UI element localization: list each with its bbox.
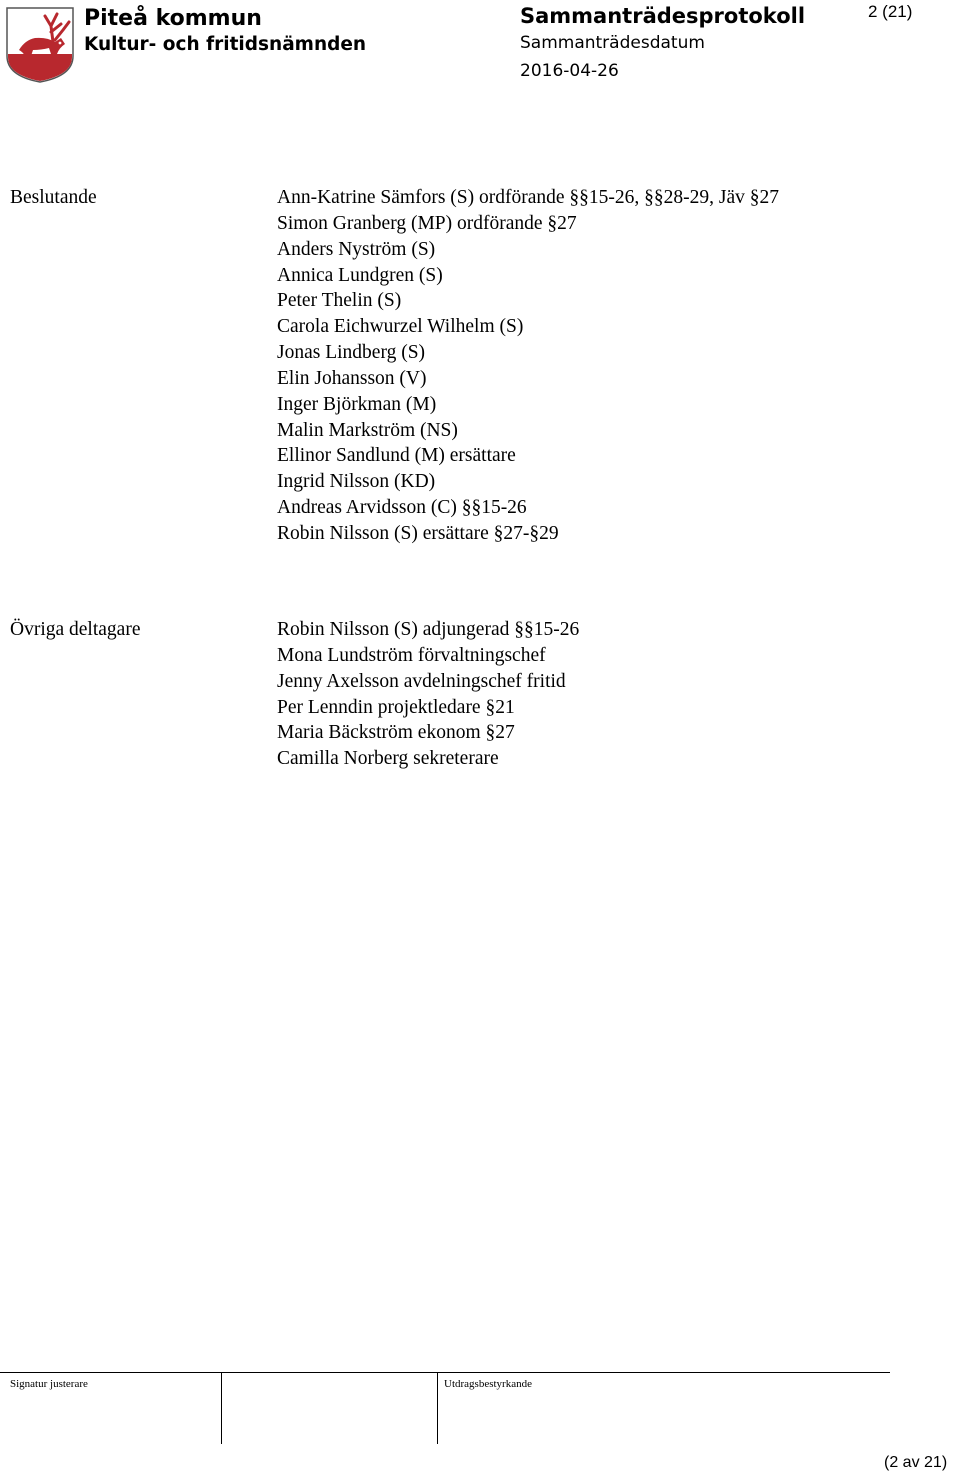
beslutande-member: Annica Lundgren (S) — [277, 264, 443, 286]
signature-divider — [0, 1372, 890, 1373]
beslutande-member: Malin Markström (NS) — [277, 419, 458, 441]
ovriga-deltagare-list — [277, 617, 579, 772]
beslutande-list — [277, 185, 779, 547]
meeting-date: 2016-04-26 — [520, 61, 619, 81]
ovriga-member: Jenny Axelsson avdelningschef fritid — [277, 670, 566, 692]
beslutande-member: Inger Björkman (M) — [277, 393, 437, 415]
ovriga-member: Robin Nilsson (S) adjungerad §§15-26 — [277, 619, 580, 640]
beslutande-label: Beslutande — [10, 187, 97, 208]
beslutande-member: Simon Granberg (MP) ordförande §27 — [277, 212, 577, 234]
signature-column-divider — [221, 1372, 222, 1444]
beslutande-member: Elin Johansson (V) — [277, 367, 427, 389]
org-unit: Kultur- och fritidsnämnden — [84, 34, 367, 55]
ovriga-deltagare-label: Övriga deltagare — [10, 619, 141, 640]
ovriga-member: Camilla Norberg sekreterare — [277, 748, 499, 770]
meeting-date-label: Sammanträdesdatum — [520, 33, 705, 53]
organization-header — [84, 6, 366, 58]
signatur-justerare-label: Signatur justerare — [10, 1378, 88, 1390]
signature-column-divider — [437, 1372, 438, 1444]
beslutande-member: Peter Thelin (S) — [277, 290, 402, 312]
beslutande-member: Robin Nilsson (S) ersättare §27-§29 — [277, 522, 559, 544]
beslutande-member: Jonas Lindberg (S) — [277, 342, 426, 364]
ovriga-member: Maria Bäckström ekonom §27 — [277, 722, 515, 744]
utdragsbestyrkande-label: Utdragsbestyrkande — [444, 1378, 532, 1390]
document-title: Sammanträdesprotokoll — [520, 4, 806, 28]
footer-page-number: (2 av 21) — [884, 1454, 948, 1471]
ovriga-member: Mona Lundström förvaltningschef — [277, 644, 546, 666]
ovriga-member: Per Lenndin projektledare §21 — [277, 696, 515, 718]
beslutande-member: Andreas Arvidsson (C) §§15-26 — [277, 497, 527, 519]
municipality-shield-logo — [5, 4, 75, 84]
beslutande-member: Ann-Katrine Sämfors (S) ordförande §§15-26, §§28-29, Jäv §27 — [277, 187, 780, 208]
beslutande-member: Ellinor Sandlund (M) ersättare — [277, 445, 516, 467]
org-name: Piteå kommun — [84, 6, 262, 31]
beslutande-member: Carola Eichwurzel Wilhelm (S) — [277, 316, 524, 338]
beslutande-member: Anders Nyström (S) — [277, 238, 436, 260]
page-number: 2 (21) — [868, 2, 913, 21]
beslutande-member: Ingrid Nilsson (KD) — [277, 471, 436, 493]
document-header — [520, 3, 805, 85]
